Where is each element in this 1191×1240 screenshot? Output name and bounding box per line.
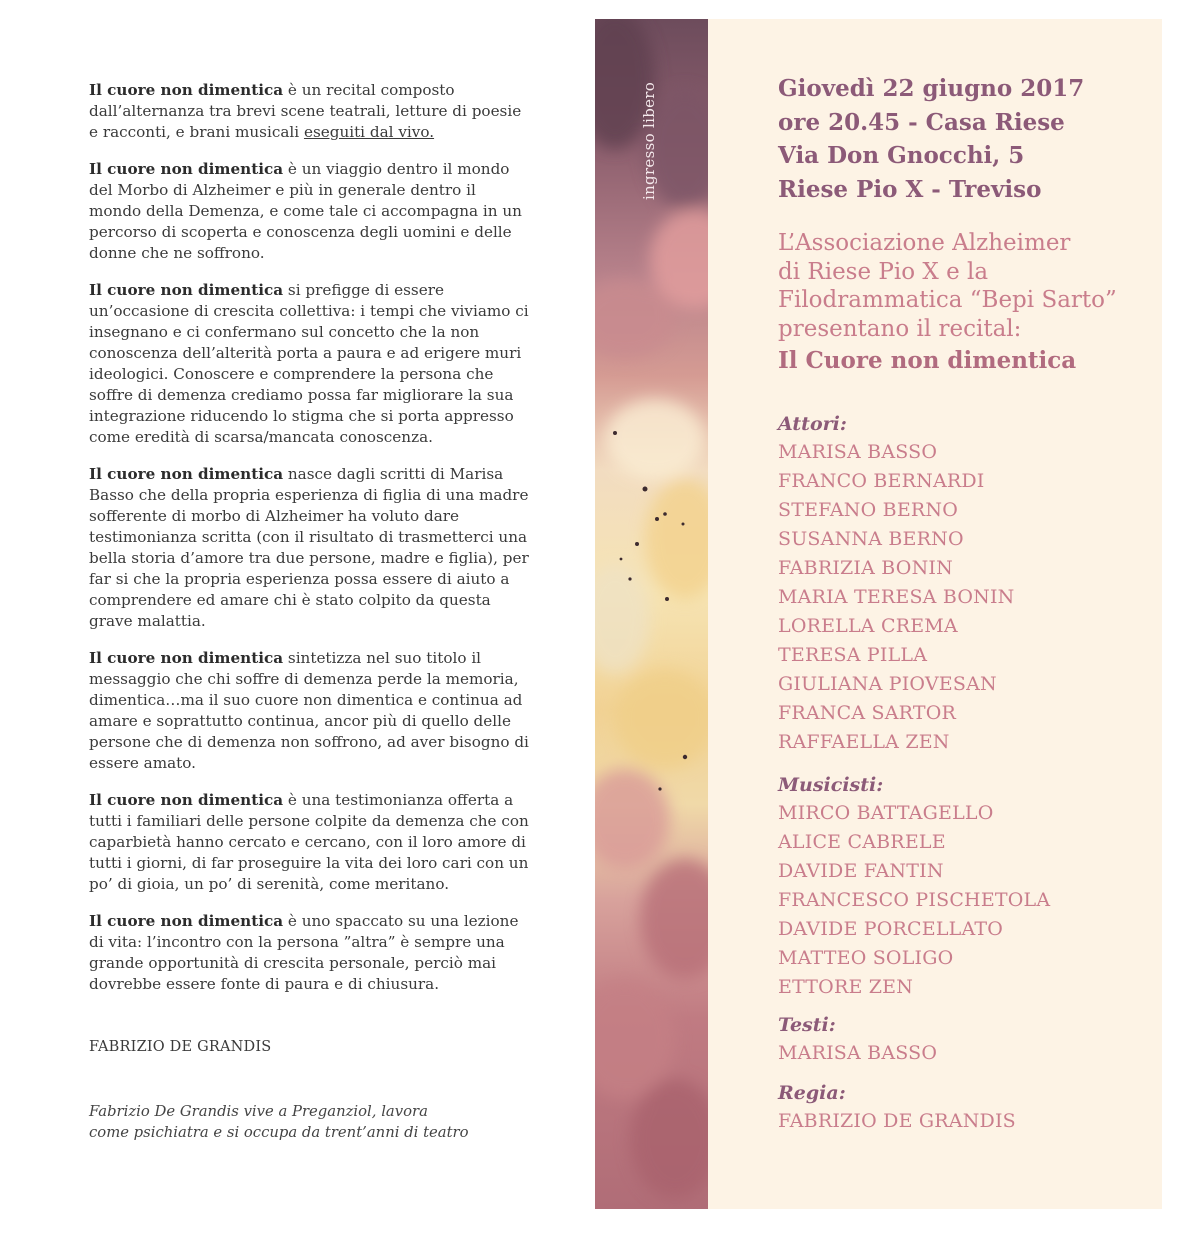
paragraph-lead: Il cuore non dimentica (89, 465, 284, 483)
credit-name: FRANCO BERNARDI (778, 470, 985, 492)
event-time-venue: ore 20.45 - Casa Riese (778, 108, 1065, 136)
credit-name: MATTEO SOLIGO (778, 947, 954, 969)
credit-name: FABRIZIO DE GRANDIS (778, 1110, 1016, 1132)
author-bio: Fabrizio De Grandis vive a Preganziol, lavora come psichiatra e si occupa da trent’anni di teatro (89, 1103, 469, 1141)
credit-name: MIRCO BATTAGELLO (778, 802, 994, 824)
paragraph-lead: Il cuore non dimentica (89, 160, 284, 178)
presenter-line: di Riese Pio X e la (778, 258, 989, 285)
paragraph-1 (89, 80, 529, 143)
paragraph-7 (89, 911, 529, 995)
paragraph-4 (89, 464, 529, 632)
description-column (89, 80, 529, 1011)
presenter-line: presentano il recital: (778, 315, 1022, 342)
credit-name: DAVIDE PORCELLATO (778, 918, 1004, 940)
credit-name: FRANCA SARTOR (778, 702, 956, 724)
author-signature: FABRIZIO DE GRANDIS (89, 1039, 272, 1055)
credit-name: ALICE CABRELE (778, 831, 946, 853)
event-address: Via Don Gnocchi, 5 (778, 142, 1025, 170)
show-title: Il Cuore non dimentica (778, 347, 1077, 374)
credit-name: MARISA BASSO (778, 441, 938, 463)
group-heading: Regia: (778, 1082, 846, 1104)
paragraph-text: sintetizza nel suo titolo il messaggio che chi soffre di demenza perde la memoria, dimentica…ma il suo cuore non dimentica e continua ad amare e soprattutto continua, ancor più di quello delle persone che di demenza non soffrono, ad aver bisogno di essere amato. (89, 649, 529, 772)
group-heading: Testi: (778, 1014, 836, 1036)
group-heading: Attori: (778, 413, 847, 435)
credits-group-texts (778, 1012, 1050, 1068)
credit-name: LORELLA CREMA (778, 615, 958, 637)
paragraph-text: è un recital composto dall’alternanza tra brevi scene teatrali, letture di poesie e racconti, e brani musicali (89, 81, 522, 141)
presenter-line: Filodrammatica “Bepi Sarto” (778, 287, 1117, 313)
group-heading: Musicisti: (778, 774, 884, 796)
paragraph-lead: Il cuore non dimentica (89, 281, 284, 299)
presenter-line: L’Associazione Alzheimer (778, 230, 1071, 256)
paragraph-5 (89, 648, 529, 774)
event-details (778, 72, 1084, 206)
paragraph-lead: Il cuore non dimentica (89, 912, 284, 930)
credit-name: TERESA PILLA (778, 644, 928, 666)
paragraph-lead: Il cuore non dimentica (89, 649, 284, 667)
credits (778, 411, 1050, 1136)
credit-name: DAVIDE FANTIN (778, 860, 944, 882)
paragraph-text: nasce dagli scritti di Marisa Basso che della propria esperienza di figlia di una madre sofferente di morbo di Alzheimer ha voluto dare testimonianza scritta (con il risultato di trasmetterci una bella storia d’amore tra due persone, madre e figlia), per far si che la propria esperienza possa essere di aiuto a comprendere ed amare chi è stato colpito da questa grave malattia. (89, 465, 529, 630)
credits-group-actors (778, 411, 1050, 757)
event-date: Giovedì 22 giugno 2017 (778, 75, 1085, 102)
credit-name: MARISA BASSO (778, 1042, 938, 1064)
credit-name: MARIA TERESA BONIN (778, 586, 1015, 608)
credit-name: ETTORE ZEN (778, 976, 914, 998)
underlined-text: eseguiti dal vivo. (303, 123, 435, 141)
paragraph-text: è uno spaccato su una lezione di vita: l’incontro con la persona ”altra” è sempre una grande opportunità di crescita personale, perciò mai dovrebbe essere fonte di paura e di chiusura. (89, 912, 519, 993)
credits-group-direction (778, 1080, 1050, 1136)
credit-name: RAFFAELLA ZEN (778, 731, 950, 753)
credit-name: STEFANO BERNO (778, 499, 958, 521)
event-city: Riese Pio X - Treviso (778, 175, 1042, 203)
credits-group-musicians (778, 772, 1050, 1002)
credit-name: GIULIANA PIOVESAN (778, 673, 997, 695)
paragraph-lead: Il cuore non dimentica (89, 81, 284, 99)
paragraph-3 (89, 280, 529, 448)
credit-name: SUSANNA BERNO (778, 528, 964, 550)
presenters-block (778, 229, 1117, 376)
paragraph-lead: Il cuore non dimentica (89, 791, 284, 809)
paragraph-text: è una testimonianza offerta a tutti i familiari delle persone colpite da demenza che con caparbietà hanno cercato e cercano, con il loro amore di tutti i giorni, di far proseguire la vita dei loro cari con un po’ di gioia, un po’ di serenità, come meritano. (89, 791, 529, 893)
paragraph-6 (89, 790, 529, 895)
credit-name: FABRIZIA BONIN (778, 557, 953, 579)
free-entry-label: ingresso libero (640, 81, 658, 200)
paragraph-text: è un viaggio dentro il mondo del Morbo di Alzheimer e più in generale dentro il mondo della Demenza, e come tale ci accompagna in un percorso di scoperta e conoscenza degli uomini e delle donne che ne soffrono. (89, 160, 522, 262)
paragraph-text: si prefigge di essere un’occasione di crescita collettiva: i tempi che viviamo ci insegnano e ci confermano sul concetto che la non conoscenza dell’alterità porta a paura e ad erigere muri ideologici. Conoscere e comprendere la persona che soffre di demenza crediamo possa far migliorare la sua integrazione riducendo lo stigma che si porta appresso come eredità di scarsa/mancata conoscenza. (89, 281, 529, 446)
credit-name: FRANCESCO PISCHETOLA (778, 889, 1051, 911)
paragraph-2 (89, 159, 529, 264)
